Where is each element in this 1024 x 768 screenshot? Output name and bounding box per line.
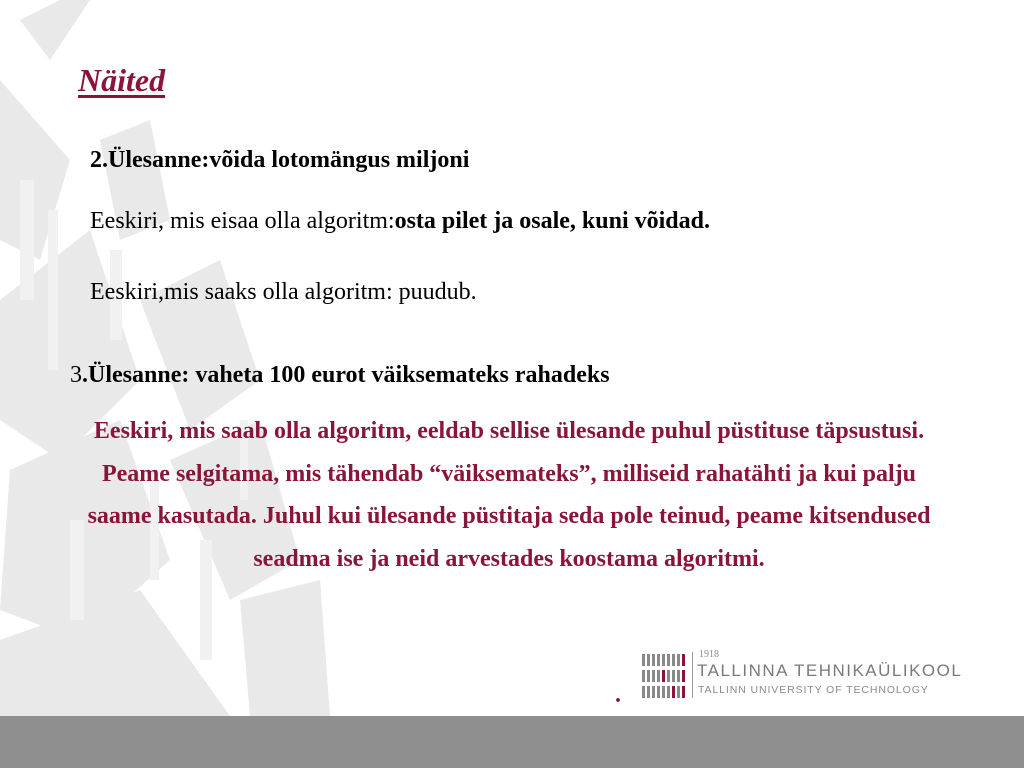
logo-name: TALLINNA TEHNIKAÜLIKOOL: [697, 661, 963, 680]
could-be-algorithm-line: Eeskiri,mis saaks olla algoritm: puudub.: [90, 279, 477, 305]
bottom-bar: [0, 716, 1024, 768]
task3-heading: .Ülesanne: vaheta 100 eurot väiksemateks rahadeks: [82, 362, 610, 388]
not-algorithm-rule: osta pilet ja osale, kuni võidad.: [394, 208, 710, 234]
logo-subtitle: TALLINN UNIVERSITY OF TECHNOLOGY: [698, 684, 929, 696]
university-logo: [642, 649, 982, 702]
background-decoration: [0, 0, 330, 716]
task3-line: [70, 362, 610, 389]
task3-number: 3: [70, 362, 82, 388]
logo-separator: [692, 652, 693, 698]
logo-year: 1918: [699, 649, 719, 660]
explanation-paragraph: Eeskiri, mis saab olla algoritm, eeldab sellise ülesande puhul püstituse täpsustusi. Peame selgitama, mis tähendab “väiksemateks”, milliseid rahatähti ja kui palju saame kasutada. Juhul kui ülesande püstitaja seda pole teinud, peame kitsendused seadma ise ja neid arvestades koostama algoritmi.: [87, 418, 931, 572]
slide-title: Näited: [78, 62, 166, 98]
not-algorithm-line: [90, 208, 710, 235]
university-logo-icon: [642, 654, 686, 698]
task2-heading: 2.Ülesanne:võida lotomängus miljoni: [90, 147, 470, 173]
bullet-dot: .: [615, 682, 621, 708]
not-algorithm-prefix: Eeskiri, mis eisaa olla algoritm:: [90, 208, 395, 234]
